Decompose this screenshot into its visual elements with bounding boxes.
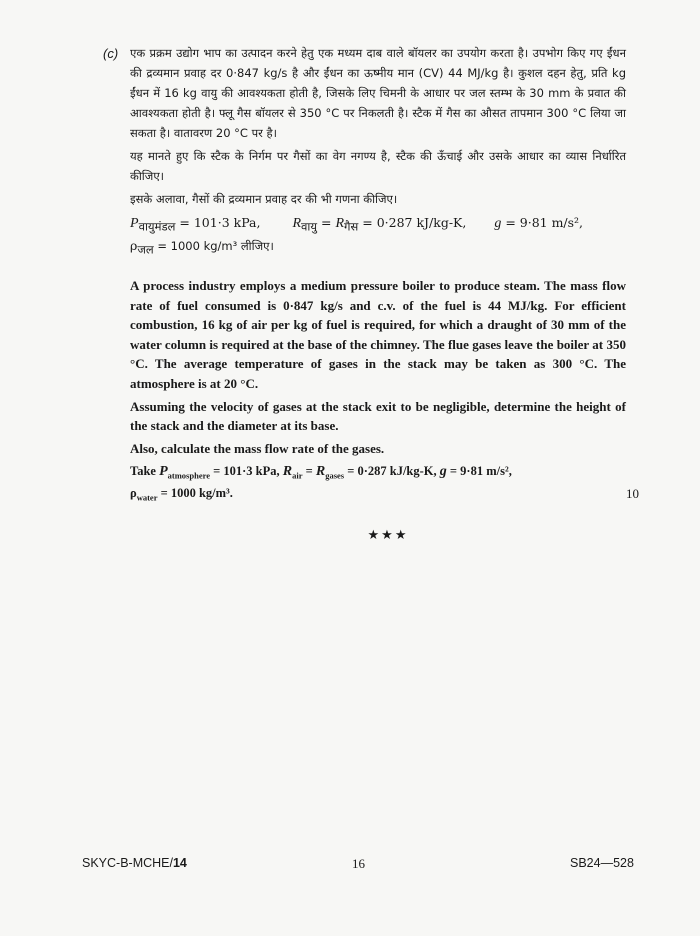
subscript: water [136, 492, 158, 503]
subscript: जल [137, 242, 154, 257]
symbol-p: P [130, 216, 139, 231]
english-paragraph-3: Also, calculate the mass flow rate of the gases. [130, 440, 385, 456]
equals: = [317, 215, 336, 230]
value: = 9·81 m/s², [446, 464, 512, 479]
page-number: 16 [352, 856, 365, 871]
english-constants-line-2 [130, 483, 639, 504]
value: = 101·3 kPa, [209, 464, 283, 479]
value: = 9·81 m/s², [501, 215, 584, 230]
value: = 0·287 kJ/kg-K, [358, 215, 467, 230]
english-paragraph-2: Assuming the velocity of gases at the stack exit to be negligible, determine the height of the stack and the diameter at its base. [130, 398, 626, 434]
symbol-r: R [282, 464, 293, 480]
footer-booklet-code: SB24—528 [570, 856, 634, 870]
paper-code-number: 14 [172, 856, 187, 870]
take-label: Take [130, 464, 160, 479]
question-marks: 10 [626, 486, 639, 502]
subscript: वायु [301, 219, 318, 234]
equals: = [302, 464, 316, 479]
english-constants-line-1 [130, 461, 626, 482]
question-body [130, 43, 639, 544]
symbol-r: R [292, 216, 301, 231]
subscript: गैस [344, 219, 359, 234]
subscript: वायुमंडल [138, 219, 176, 234]
symbol-g: g [494, 216, 502, 231]
paper-code: SKYC-B-MCHE/ [82, 856, 173, 870]
symbol-r: R [315, 464, 326, 480]
symbol-r: R [335, 216, 345, 231]
hindi-paragraph-1: एक प्रक्रम उद्योग भाप का उत्पादन करने हेतु एक मध्यम दाब वाले बॉयलर का उपयोग करता है। उपभोग किए गए ईंधन की द्रव्यमान प्रवाह दर 0·847 kg/s है और ईंधन का ऊष्मीय मान (CV) 44 MJ/kg है। कुशल दहन हेतु, प्रति kg ईंधन में 16 kg वायु की आवश्यकता होती है, जिसके लिए चिमनी के आधार पर जल स्तम्भ के 30 mm के प्रवात की आवश्यकता होती है। फ्लू गैस बॉयलर से 350 °C पर निकलती है। स्टैक में गैस का औसत तापमान 300 °C लिया जा सकता है। वातावरण 20 °C पर है। [130, 46, 626, 140]
hindi-paragraph-3: इसके अलावा, गैसों की द्रव्यमान प्रवाह दर की भी गणना कीजिए। [130, 192, 398, 206]
subscript: air [292, 470, 303, 481]
symbol-rho: ρ [130, 486, 137, 501]
subscript: gases [325, 470, 345, 481]
value: = 1000 kg/m³. [157, 486, 233, 501]
hindi-paragraph-2: यह मानते हुए कि स्टैक के निर्गम पर गैसों का वेग नगण्य है, स्टैक की ऊँचाई और उसके आधार का व्यास निर्धारित कीजिए। [130, 149, 626, 183]
footer-paper-code [82, 856, 187, 870]
value: = 0·287 kJ/kg-K, [344, 464, 440, 479]
end-marker: ★★★ [367, 528, 409, 544]
symbol-rho: ρ [130, 238, 138, 253]
question-label: (c) [103, 46, 119, 61]
english-paragraph-1: A process industry employs a medium pressure boiler to produce steam. The mass flow rate of fuel consumed is 0·847 kg/s and c.v. of the fuel is 44 MJ/kg. For efficient combustion, 16 kg of air per kg of fuel is required, for which a draught of 30 mm of the water column is required at the base of the chimney. The flue gases leave the boiler at 350 °C. The average temperature of gases in the stack may be taken as 300 °C. The atmosphere is at 20 °C. [130, 278, 626, 391]
hindi-constants-line-1 [130, 212, 626, 234]
subscript: atmosphere [167, 470, 210, 481]
value: = 101·3 kPa, [175, 215, 261, 230]
symbol-p: P [159, 464, 168, 480]
symbol-g: g [439, 464, 447, 480]
value: = 1000 kg/m³ लीजिए। [153, 239, 274, 253]
hindi-constants-line-2 [130, 235, 626, 257]
